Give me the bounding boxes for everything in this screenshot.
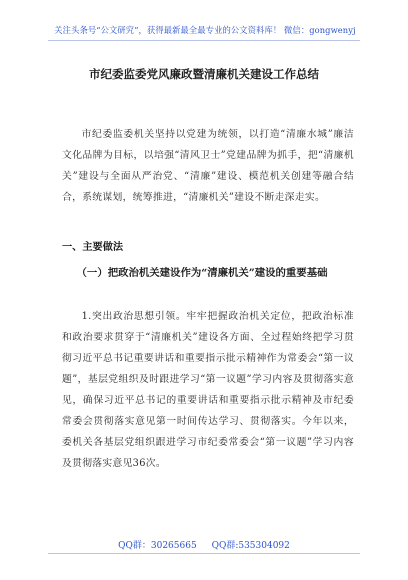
footer-divider: [48, 553, 360, 554]
footer-contacts: [0, 538, 408, 551]
promo-banner[interactable]: 关注头条号“公文研究”，获得最新最全最专业的公文资料库！ 微信：gongwenyj: [54, 25, 356, 35]
intro-paragraph: 市纪委监委机关坚持以党建为统领，以打造“清廉水城”廉洁文化品牌为目标，以培强“清风卫士”党建品牌为抓手，把“清廉机关”建设与全面从严治党、“清廉”建设、模范机关创建等融合结合，系统谋划，统筹推进，“清廉机关”建设不断走深走实。: [62, 129, 354, 203]
section-heading: 一、主要做法: [62, 241, 124, 253]
document-title: 市纪委监委党风廉政暨清廉机关建设工作总结: [89, 67, 319, 81]
body-paragraph: 1.突出政治思想引领。牢牢把握政治机关定位，把政治标准和政治要求贯穿于“清廉机关”建设各方面、全过程始终把学习贯彻习近平总书记重要讲话和重要指示批示精神作为常委会“第一议题”，基层党组织及时跟进学习“第一议题”学习内容及贯彻落实意见，确保习近平总书记的重要讲话和重要指示批示精神及市纪委常委会贯彻落实意见第一时间传达学习、贯彻落实。今年以来，委机关各基层党组织跟进学习市纪委常委会“第一议题”学习内容及贯彻落实意见36次。: [62, 311, 354, 469]
footer-qq-group-2[interactable]: QQ群:535304092: [211, 541, 290, 551]
header-divider: [48, 40, 360, 41]
footer-qq-group-1[interactable]: QQ群：30265665: [118, 541, 197, 551]
subsection-heading: （一）把政治机关建设作为“清廉机关”建设的重要基础: [76, 267, 328, 279]
